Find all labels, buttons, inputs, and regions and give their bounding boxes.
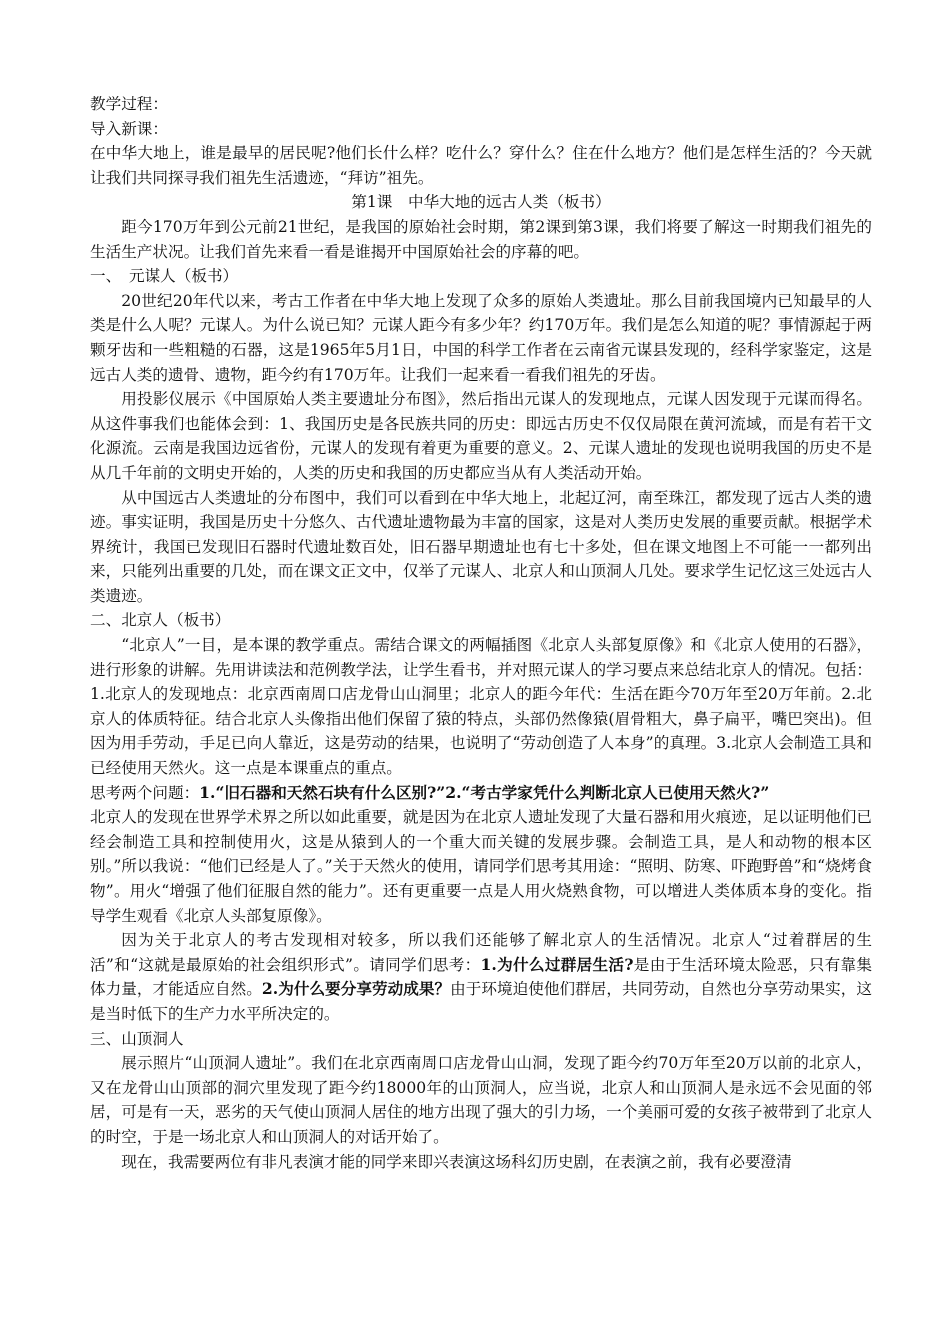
p3-text-c: 是由于生活环境太险恶，只有靠集体力量，才能适应自然。 [90, 955, 872, 999]
section3-heading: 三、山顶洞人 [90, 1029, 184, 1048]
section2-paragraph-3 [90, 928, 872, 1026]
section3-paragraph-1: 展示照片“山顶洞人遗址”。我们在北京西南周口店龙骨山山洞，发现了距今约70万年至20万以前的北京人，又在龙骨山山顶部的洞穴里发现了距今约18000年的山顶洞人，应当说，北京人和山顶洞人是永远不会见面的邻居，可是有一天，恶劣的天气使山顶洞人居住的地方出现了强大的引力场，一个美丽可爱的女孩子被带到了北京人的时空，于是一场北京人和山顶洞人的对话开始了。 [90, 1054, 872, 1146]
section2-heading: 二、北京人（板书） [90, 611, 231, 630]
questions-lead: 思考两个问题： [90, 783, 200, 802]
section3-paragraph-2: 现在，我需要两位有非凡表演才能的同学来即兴表演这场科幻历史剧，在表演之前，我有必要澄清 [121, 1152, 792, 1171]
lesson-title: 第1课 中华大地的远古人类（板书） [351, 193, 611, 212]
section1-heading: 一、 元谋人（板书） [90, 267, 239, 286]
section2-paragraph-1: “北京人”一目，是本课的教学重点。需结合课文的两幅插图《北京人头部复原像》和《北京人使用的石器》，进行形象的讲解。先用讲读法和范例教学法，让学生看书，并对照元谋人的学习要点来总结北京人的情况。包括：1.北京人的发现地点：北京西南周口店龙骨山山洞里；北京人的距今年代：生活在距今70万年至20万年前。2.北京人的体质特征。结合北京人头像指出他们保留了猿的特点，头部仍然像猿(眉骨粗大，鼻子扁平，嘴巴突出)。但因为用手劳动，手足已向人靠近，这是劳动的结果，也说明了“劳动创造了人本身”的真理。3.北京人会制造工具和已经使用天然火。这一点是本课重点的重点。 [90, 636, 872, 778]
process-label: 教学过程： [90, 95, 168, 113]
p3-question-1: 1.为什么过群居生活? [480, 954, 634, 974]
section1-paragraph-1: 20世纪20年代以来，考古工作者在中华大地上发现了众多的原始人类遗址。那么目前我国境内已知最早的人类是什么人呢？元谋人。为什么说已知？元谋人距今有多少年？约170万年。我们是怎么知道的呢？事情源起于两颗牙齿和一些粗糙的石器，这是1965年5月1日，中国的科学工作者在云南省元谋县发现的，经科学家鉴定，这是远古人类的遗骨、遗物，距今约有170万年。让我们一起来看一看我们祖先的牙齿。 [90, 291, 872, 384]
thinking-questions [90, 781, 872, 806]
p3-text-d: 由于环境迫使他们群居，共同劳动，自然也分享劳动果实，这是当时低下的生产力水平所决定的。 [90, 980, 872, 1023]
section1-paragraph-3: 从中国远古人类遗址的分布图中，我们可以看到在中华大地上，北起辽河，南至珠江，都发现了远古人类的遗迹。事实证明，我国是历史十分悠久、古代遗址遗物最为丰富的国家，这是对人类历史发展的重要贡献。根据学术界统计，我国已发现旧石器时代遗址数百处，旧石器早期遗址也有七十多处，但在课文地图上不可能一一都列出来，只能列出重要的几处，而在课文正文中，仅举了元谋人、北京人和山顶洞人几处。要求学生记忆这三处远古人类遗迹。 [90, 488, 872, 605]
section2-paragraph-2: 北京人的发现在世界学术界之所以如此重要，就是因为在北京人遗址发现了大量石器和用火痕迹，足以证明他们已经会制造工具和控制使用火，这是从猿到人的一个重大而关键的发展步骤。会制造工具，是人和动物的根本区别。”所以我说：“他们已经是人了。”关于天然火的使用，请同学们思考其用途：“照明、防寒、吓跑野兽”和“烧烤食物”。用火“增强了他们征服自然的能力”。还有更重要一点是人用火烧熟食物，可以增进人类体质本身的变化。指导学生观看《北京人头部复原像》。 [90, 808, 872, 925]
questions-bold: 1.“旧石器和天然石块有什么区别?”2.“考古学家凭什么判断北京人已使用天然火?” [199, 782, 770, 802]
lesson-intro: 距今170万年到公元前21世纪，是我国的原始社会时期，第2课到第3课，我们将要了解这一时期我们祖先的生活生产状况。让我们首先来看一看是谁揭开中国原始社会的序幕的吧。 [90, 217, 872, 261]
new-lesson-label: 导入新课： [90, 119, 168, 138]
section1-paragraph-2: 用投影仪展示《中国原始人类主要遗址分布图》，然后指出元谋人的发现地点，元谋人因发现于元谋而得名。从这件事我们也能体会到：1、我国历史是各民族共同的历史：即远古历史不仅仅局限在黄河流域，而是有若干文化源流。云南是我国边远省份，元谋人的发现有着更为重要的意义。2、元谋人遗址的发现也说明我国的历史不是从几千年前的文明史开始的，人类的历史和我国的历史都应当从有人类活动开始。 [90, 390, 872, 482]
p3-question-2: 2.为什么要分享劳动成果？ [261, 979, 451, 999]
intro-text: 在中华大地上，谁是最早的居民呢?他们长什么样？吃什么？穿什么？住在什么地方？他们是怎样生活的？今天就让我们共同探寻我们祖先生活遗迹，“拜访”祖先。 [90, 144, 872, 187]
p3-text-a: 因为关于北京人的考古发现相对较多，所以我们还能够了解北京人的生活情况。北京人“过着群居的生活”和“这就是最原始的社会组织形式”。请同学们思考： [90, 931, 872, 974]
